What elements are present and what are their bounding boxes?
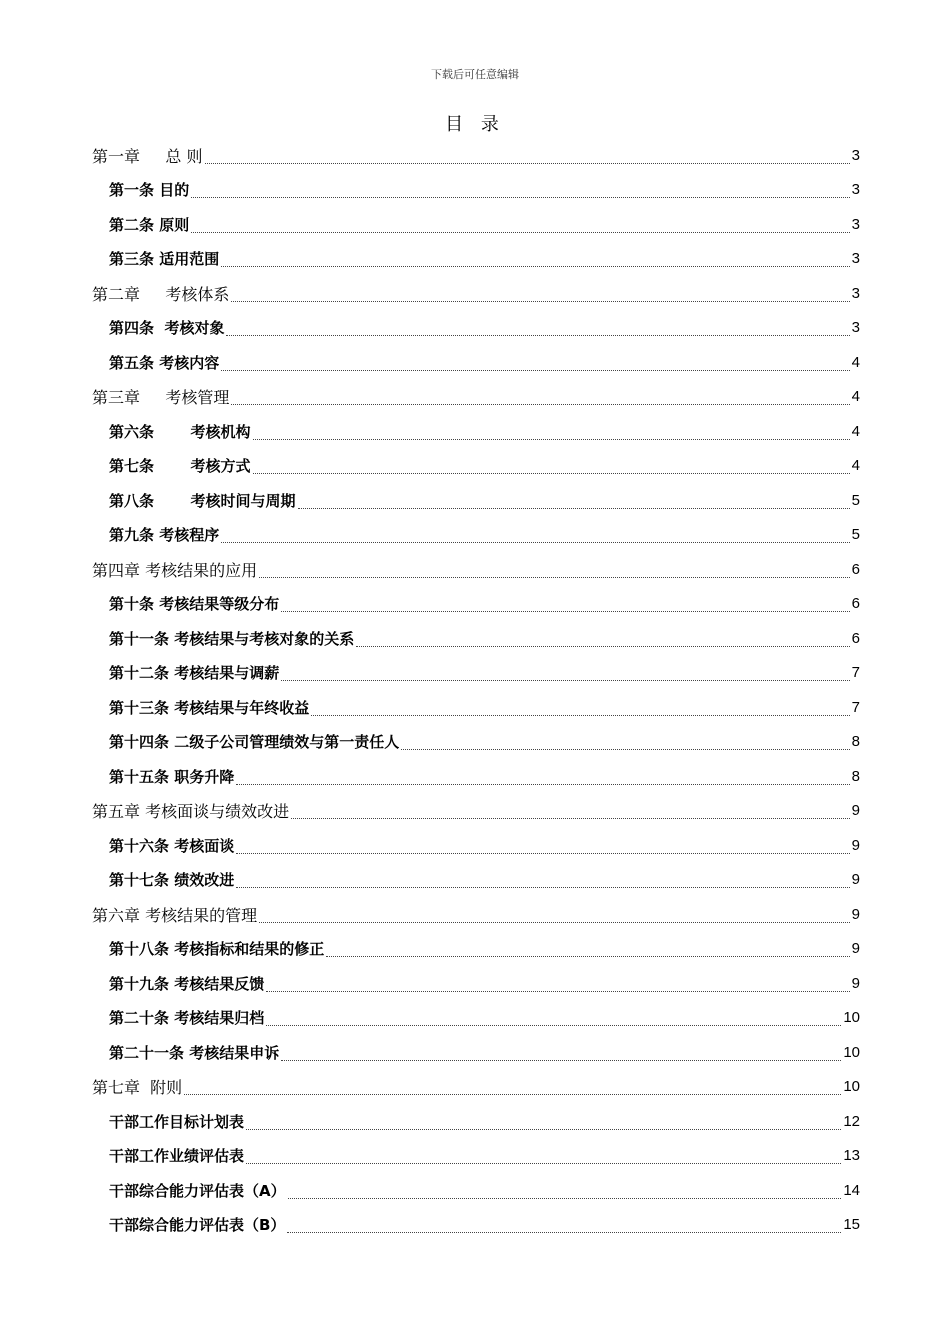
toc-entry-page-number: 3 — [851, 250, 860, 268]
dot-leader — [281, 611, 849, 612]
toc-entry-label: 第十一条 考核结果与考核对象的关系 — [109, 629, 355, 648]
toc-entry-label: 第十九条 考核结果反馈 — [109, 974, 265, 993]
toc-entry-page-number: 4 — [851, 353, 860, 371]
toc-article-entry[interactable] — [92, 518, 860, 553]
toc-entry-page-number: 6 — [851, 560, 860, 578]
toc-entry-page-number: 9 — [851, 905, 860, 923]
toc-entry-label: 第二十条 考核结果归档 — [109, 1009, 265, 1028]
toc-entry-page-number: 6 — [851, 595, 860, 613]
toc-entry-label: 第七条 考核方式 — [109, 457, 251, 476]
table-of-contents — [92, 138, 860, 1242]
dot-leader — [281, 680, 849, 681]
toc-article-entry[interactable] — [92, 1208, 860, 1243]
toc-entry-page-number: 9 — [851, 940, 860, 958]
dot-leader — [253, 473, 850, 474]
toc-entry-label: 第十七条 绩效改进 — [109, 871, 235, 890]
toc-entry-label: 干部工作业绩评估表 — [109, 1147, 245, 1166]
toc-entry-page-number: 3 — [851, 215, 860, 233]
dot-leader — [226, 335, 849, 336]
toc-entry-page-number: 3 — [851, 319, 860, 337]
toc-entry-label: 第二条 原则 — [109, 215, 190, 234]
toc-article-entry[interactable] — [92, 345, 860, 380]
toc-chapter-entry[interactable] — [92, 138, 860, 173]
toc-article-entry[interactable] — [92, 1104, 860, 1139]
dot-leader — [221, 542, 849, 543]
toc-article-entry[interactable] — [92, 725, 860, 760]
dot-leader — [259, 577, 850, 578]
toc-article-entry[interactable] — [92, 311, 860, 346]
toc-entry-label: 第十条 考核结果等级分布 — [109, 595, 280, 614]
dot-leader — [231, 301, 849, 302]
toc-entry-page-number: 10 — [843, 1078, 860, 1096]
toc-article-entry[interactable] — [92, 932, 860, 967]
toc-chapter-entry[interactable] — [92, 552, 860, 587]
toc-entry-page-number: 12 — [843, 1112, 860, 1130]
toc-entry-label: 第十六条 考核面谈 — [109, 836, 235, 855]
toc-entry-label: 干部综合能力评估表（B） — [109, 1216, 286, 1235]
dot-leader — [184, 1094, 841, 1095]
dot-leader — [236, 887, 849, 888]
toc-entry-label: 第五章 考核面谈与绩效改进 — [92, 802, 290, 822]
toc-article-entry[interactable] — [92, 587, 860, 622]
toc-entry-label: 第二章 考核体系 — [92, 284, 230, 304]
dot-leader — [356, 646, 849, 647]
dot-leader — [266, 1025, 841, 1026]
toc-entry-page-number: 4 — [851, 422, 860, 440]
toc-entry-label: 第一条 目的 — [109, 181, 190, 200]
toc-entry-page-number: 4 — [851, 388, 860, 406]
toc-entry-page-number: 13 — [843, 1147, 860, 1165]
toc-entry-label: 干部工作目标计划表 — [109, 1112, 245, 1131]
toc-entry-label: 第二十一条 考核结果申诉 — [109, 1043, 280, 1062]
toc-article-entry[interactable] — [92, 690, 860, 725]
toc-chapter-entry[interactable] — [92, 1070, 860, 1105]
toc-entry-label: 第四章 考核结果的应用 — [92, 560, 258, 580]
toc-entry-label: 干部综合能力评估表（A） — [109, 1181, 286, 1200]
toc-entry-page-number: 5 — [851, 526, 860, 544]
toc-entry-label: 第七章 附则 — [92, 1078, 183, 1098]
toc-entry-label: 第六条 考核机构 — [109, 422, 251, 441]
toc-entry-page-number: 3 — [851, 146, 860, 164]
toc-entry-label: 第三章 考核管理 — [92, 388, 230, 408]
dot-leader — [246, 1163, 841, 1164]
toc-entry-page-number: 10 — [843, 1009, 860, 1027]
toc-entry-page-number: 5 — [851, 491, 860, 509]
dot-leader — [291, 818, 850, 819]
dot-leader — [401, 749, 849, 750]
toc-entry-label: 第四条 考核对象 — [109, 319, 225, 338]
toc-entry-label: 第十三条 考核结果与年终收益 — [109, 698, 310, 717]
page-header-note: 下载后可任意编辑 — [431, 68, 519, 81]
toc-article-entry[interactable] — [92, 863, 860, 898]
toc-entry-page-number: 8 — [851, 767, 860, 785]
dot-leader — [236, 853, 849, 854]
toc-entry-page-number: 15 — [843, 1216, 860, 1234]
toc-article-entry[interactable] — [92, 1001, 860, 1036]
dot-leader — [259, 922, 850, 923]
toc-entry-label: 第九条 考核程序 — [109, 526, 220, 545]
toc-article-entry[interactable] — [92, 621, 860, 656]
dot-leader — [191, 197, 849, 198]
dot-leader — [191, 232, 849, 233]
dot-leader — [231, 404, 849, 405]
toc-article-entry[interactable] — [92, 414, 860, 449]
toc-article-entry[interactable] — [92, 173, 860, 208]
dot-leader — [266, 991, 849, 992]
toc-article-entry[interactable] — [92, 656, 860, 691]
toc-chapter-entry[interactable] — [92, 794, 860, 829]
dot-leader — [287, 1232, 841, 1233]
toc-entry-page-number: 3 — [851, 181, 860, 199]
toc-article-entry[interactable] — [92, 1139, 860, 1174]
toc-article-entry[interactable] — [92, 449, 860, 484]
toc-entry-label: 第八条 考核时间与周期 — [109, 491, 296, 510]
toc-article-entry[interactable] — [92, 207, 860, 242]
dot-leader — [281, 1060, 841, 1061]
dot-leader — [221, 370, 849, 371]
toc-chapter-entry[interactable] — [92, 276, 860, 311]
dot-leader — [221, 266, 849, 267]
toc-entry-page-number: 3 — [851, 284, 860, 302]
toc-entry-label: 第十二条 考核结果与调薪 — [109, 664, 280, 683]
toc-entry-page-number: 6 — [851, 629, 860, 647]
toc-article-entry[interactable] — [92, 1173, 860, 1208]
toc-entry-page-number: 9 — [851, 871, 860, 889]
dot-leader — [236, 784, 849, 785]
toc-entry-label: 第十五条 职务升降 — [109, 767, 235, 786]
toc-entry-label: 第五条 考核内容 — [109, 353, 220, 372]
toc-chapter-entry[interactable] — [92, 380, 860, 415]
dot-leader — [326, 956, 849, 957]
toc-entry-label: 第十四条 二级子公司管理绩效与第一责任人 — [109, 733, 400, 752]
dot-leader — [205, 163, 850, 164]
toc-entry-label: 第十八条 考核指标和结果的修正 — [109, 940, 325, 959]
toc-entry-page-number: 9 — [851, 974, 860, 992]
toc-article-entry[interactable] — [92, 828, 860, 863]
toc-entry-page-number: 9 — [851, 836, 860, 854]
toc-entry-page-number: 7 — [851, 698, 860, 716]
toc-chapter-entry[interactable] — [92, 897, 860, 932]
toc-entry-page-number: 7 — [851, 664, 860, 682]
toc-entry-page-number: 14 — [843, 1181, 860, 1199]
dot-leader — [311, 715, 849, 716]
toc-entry-label: 第三条 适用范围 — [109, 250, 220, 269]
toc-article-entry[interactable] — [92, 483, 860, 518]
toc-article-entry[interactable] — [92, 1035, 860, 1070]
toc-entry-page-number: 4 — [851, 457, 860, 475]
dot-leader — [246, 1129, 841, 1130]
toc-title: 目 录 — [445, 114, 505, 135]
toc-article-entry[interactable] — [92, 242, 860, 277]
toc-entry-page-number: 10 — [843, 1043, 860, 1061]
toc-article-entry[interactable] — [92, 759, 860, 794]
toc-entry-label: 第六章 考核结果的管理 — [92, 905, 258, 925]
dot-leader — [298, 508, 850, 509]
toc-entry-label: 第一章 总 则 — [92, 146, 203, 166]
toc-entry-page-number: 9 — [851, 802, 860, 820]
toc-article-entry[interactable] — [92, 966, 860, 1001]
dot-leader — [288, 1198, 842, 1199]
toc-entry-page-number: 8 — [851, 733, 860, 751]
dot-leader — [253, 439, 850, 440]
